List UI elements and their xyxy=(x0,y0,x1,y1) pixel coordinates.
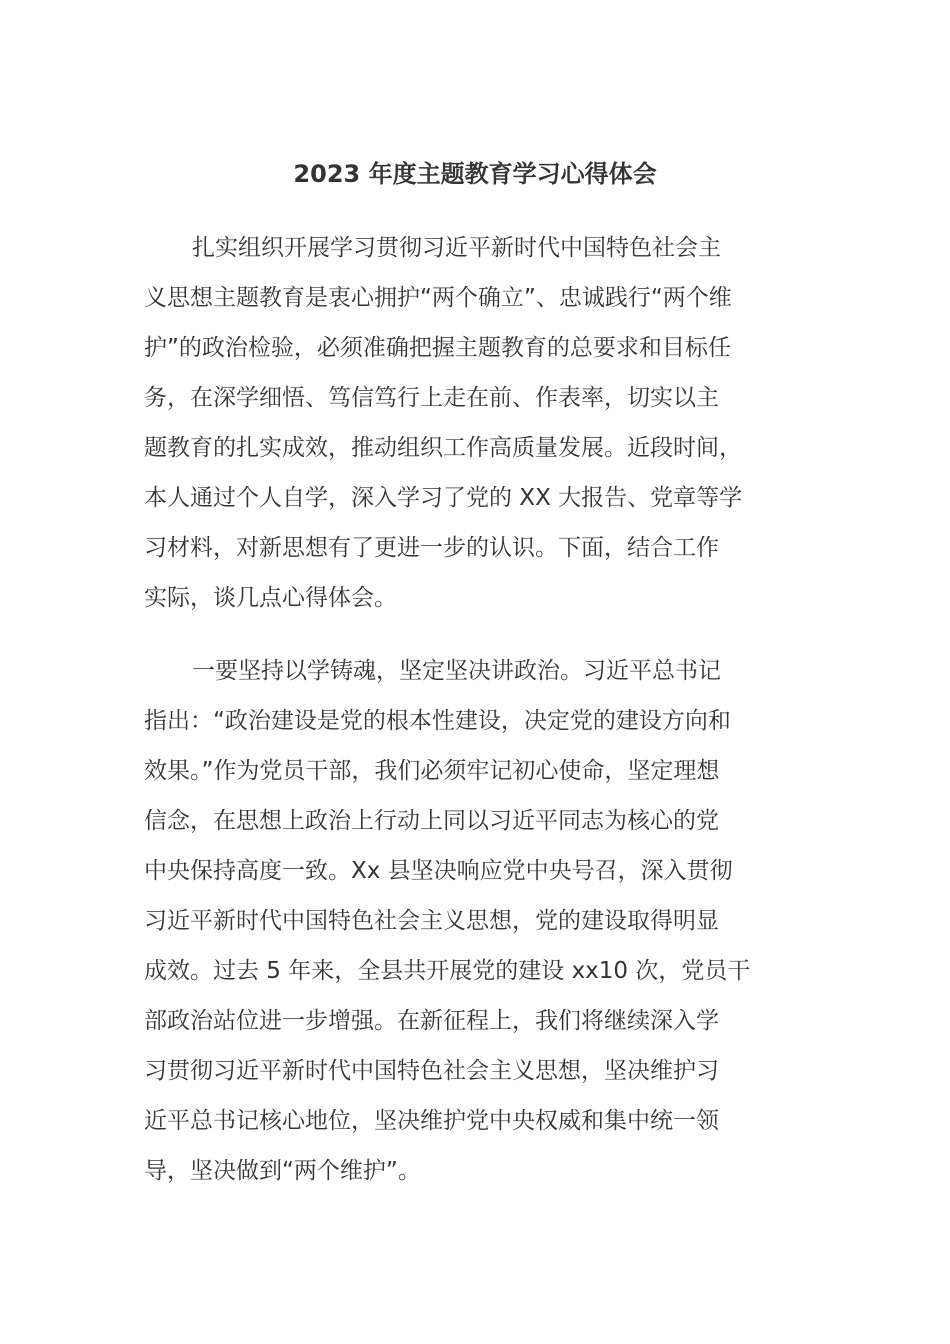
paragraph-line: 成效。过去 5 年来，全县共开展党的建设 xx10 次，党员干 xyxy=(144,958,751,984)
paragraph-line: 信念，在思想上政治上行动上同以习近平同志为核心的党 xyxy=(144,808,719,834)
paragraph-line: 部政治站位进一步增强。在新征程上，我们将继续深入学 xyxy=(144,1008,719,1034)
paragraph-line: 扎实组织开展学习贯彻习近平新时代中国特色社会主 xyxy=(192,235,721,261)
paragraph-line: 中央保持高度一致。Xx 县坚决响应党中央号召，深入贯彻 xyxy=(144,858,733,884)
paragraph-line: 务，在深学细悟、笃信笃行上走在前、作表率，切实以主 xyxy=(144,385,719,411)
paragraph-line: 习近平新时代中国特色社会主义思想，党的建设取得明显 xyxy=(144,908,719,934)
paragraph-line: 义思想主题教育是衷心拥护“两个确立”、忠诚践行“两个维 xyxy=(144,285,732,311)
paragraph-line: 实际，谈几点心得体会。 xyxy=(144,585,397,611)
paragraph-line: 习材料，对新思想有了更进一步的认识。下面，结合工作 xyxy=(144,535,719,561)
paragraph-line: 本人通过个人自学，深入学习了党的 XX 大报告、党章等学 xyxy=(144,485,743,511)
paragraph-intro xyxy=(144,223,808,623)
document-title: 2023 年度主题教育学习心得体会 xyxy=(293,160,657,188)
paragraph-line: 一要坚持以学铸魂，坚定坚决讲政治。习近平总书记 xyxy=(192,658,721,684)
paragraph-line: 习贯彻习近平新时代中国特色社会主义思想，坚决维护习 xyxy=(144,1058,719,1084)
paragraph-line: 题教育的扎实成效，推动组织工作高质量发展。近段时间， xyxy=(144,435,742,461)
paragraph-line: 效果。”作为党员干部，我们必须牢记初心使命，坚定理想 xyxy=(144,758,720,784)
paragraph-line: 近平总书记核心地位，坚决维护党中央权威和集中统一领 xyxy=(144,1108,719,1134)
paragraph-line: 指出：“政治建设是党的根本性建设，决定党的建设方向和 xyxy=(144,708,731,734)
paragraph-point-one xyxy=(144,646,808,1196)
paragraph-line: 护”的政治检验，必须准确把握主题教育的总要求和目标任 xyxy=(144,335,731,361)
paragraph-line: 导，坚决做到“两个维护”。 xyxy=(144,1158,421,1184)
